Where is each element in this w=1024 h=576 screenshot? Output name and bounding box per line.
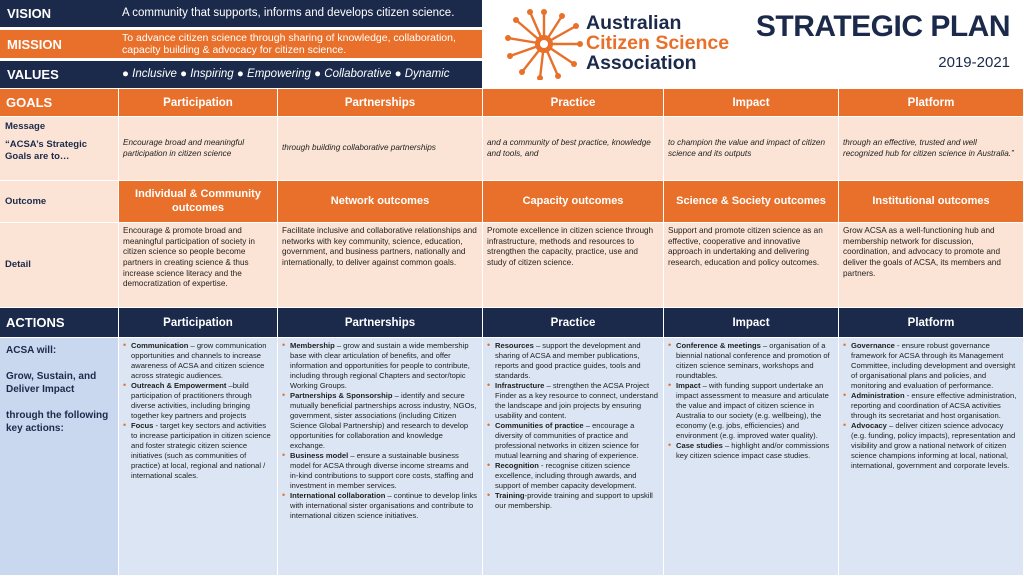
vision-label: VISION [7,6,52,21]
logo-line-2: Citizen Science [586,31,730,54]
mission-label: MISSION [7,36,62,52]
acsa-will-line3: through the following key actions: [6,409,109,434]
action-item: • Infrastructure – strengthen the ACSA Project Finder as a key resource to connect, understand the landscape and join projects by ensuring usability and content. [487,381,659,421]
message-partnerships: through building collaborative partnerships [278,117,483,181]
action-item: • Business model – ensure a sustainable business model for ACSA through diverse income streams and in-kind contributions to support core costs, staffing and investment in member services. [282,451,478,491]
logo-line-3: Association [586,51,697,74]
acsa-logo [504,6,744,82]
message-sub: “ACSA’s Strategic Goals are to… [5,138,88,162]
action-item: • Outreach & Empowerment –build participation of practitioners through diverse activities, including bringing together key partners and projects [123,381,273,421]
goals-header-row [0,89,1024,117]
acsa-will-side [0,338,119,576]
acsa-will-line1: ACSA will: [6,345,57,356]
goals-col-participation: Participation [119,89,278,117]
message-platform: through an effective, trusted and well recognized hub for citizen science in Australia.” [839,117,1024,181]
action-item: • International collaboration – continue to develop links with international sister organisations and contribute to international citizen science initiatives. [282,491,478,521]
mission-row [0,30,482,58]
action-item: • Focus - target key sectors and activities to increase participation in citizen science and foster strategic citizen science initiatives (such as communities of practice) at local, regional and national / international scales. [123,421,273,481]
action-item: • Membership – grow and sustain a wide membership base with clear articulation of benefits, and offer information and opportunities for people to contribute, including through regional Chapters and sector/topic Working Groups. [282,341,478,391]
message-participation: Encourage broad and meaningful participation in citizen science [119,117,278,181]
outcome-row [0,181,1024,223]
message-practice: and a community of best practice, knowledge and tools, and [483,117,664,181]
plan-title [756,10,1010,71]
action-item: • Governance - ensure robust governance framework for ACSA through its Management Committee, including development and oversight of organisational plans and policies, and monitoring and evaluation of performance. [843,341,1019,391]
actions-col-impact: Impact [664,308,839,338]
plan-title-years: 2019-2021 [938,54,1010,71]
message-row [0,117,1024,181]
goals-label: GOALS [0,89,119,117]
action-item: • Resources – support the development and sharing of ACSA and member publications, reports and good practice guides, tools and standards. [487,341,659,381]
action-item: • Communities of practice – encourage a diversity of communities of practice and professional networks in citizen science for mutual learning and sharing of experience. [487,421,659,461]
detail-impact: Support and promote citizen science as an effective, cooperative and innovative approach in undertaking and delivering research, education and policy outcomes. [664,223,839,308]
actions-participation [119,338,278,576]
plan-title-main: STRATEGIC PLAN [755,10,1010,43]
starburst-logo-icon [504,8,584,80]
mission-text: To advance citizen science through sharing of knowledge, collaboration, capacity building & advocacy for citizen science. [122,31,456,56]
action-item: • Partnerships & Sponsorship – identify and secure mutually beneficial partnerships across industry, NGOs, government, sister associations (including Citizen Science Global Partnership) and research to develop opportunities for collaboration and knowledge exchange. [282,391,478,451]
vision-row [0,0,482,27]
outcome-platform: Institutional outcomes [839,181,1024,223]
detail-platform: Grow ACSA as a well-functioning hub and membership network for discussion, coordination, and advocacy to promote and deliver the goals of ACSA, its members and partners. [839,223,1024,308]
values-row [0,61,482,88]
outcome-participation: Individual & Community outcomes [119,181,278,223]
action-item: • Communication – grow communication opportunities and channels to increase awareness of ACSA and citizen science across strategic audiences. [123,341,273,381]
action-item: • Case studies – highlight and/or commissions key citizen science impact case studies. [668,441,834,461]
actions-platform [839,338,1024,576]
detail-partnerships: Facilitate inclusive and collaborative relationships and networks with key community, science, education, government, and business partners, nationally and internationally, to deliver against common goals. [278,223,483,308]
detail-row [0,223,1024,308]
message-side-label [0,117,119,181]
action-item: • Recognition - recognise citizen science excellence, including through awards, and support of member capacity development. [487,461,659,491]
action-item: • Impact – with funding support undertake an impact assessment to measure and articulate the value and impact of citizen science in Australia to our society (e.g. wellbeing), the economy (e.g. jobs, efficiencies) and environment (e.g. improved water quality). [668,381,834,441]
outcome-impact: Science & Society outcomes [664,181,839,223]
actions-col-partnerships: Partnerships [278,308,483,338]
detail-practice: Promote excellence in citizen science through infrastructure, methods and resources to strengthen the capacity, practice, use and study of citizen science. [483,223,664,308]
action-item: • Training-provide training and support to upskill our membership. [487,491,659,511]
outcome-practice: Capacity outcomes [483,181,664,223]
goals-col-partnerships: Partnerships [278,89,483,117]
vision-text: A community that supports, informs and develops citizen science. [122,6,455,19]
logo-wordmark [586,14,729,74]
action-item: • Administration - ensure effective administration, reporting and coordination of ACSA activities through its secretariat and host organisation. [843,391,1019,421]
logo-line-1: Australian [586,12,682,34]
actions-impact [664,338,839,576]
outcome-partnerships: Network outcomes [278,181,483,223]
message-label: Message [5,121,46,132]
goals-col-platform: Platform [839,89,1024,117]
actions-body-row [0,338,1024,576]
message-impact: to champion the value and impact of citizen science and its outputs [664,117,839,181]
acsa-will-line2: Grow, Sustain, and Deliver Impact [6,370,97,395]
goals-col-impact: Impact [664,89,839,117]
action-item: • Conference & meetings – organisation of a biennial national conference and promotion of citizen science seminars, workshops and roundtables. [668,341,834,381]
values-label: VALUES [7,67,59,82]
goals-col-practice: Practice [483,89,664,117]
actions-practice [483,338,664,576]
values-text: ● Inclusive ● Inspiring ● Empowering ● Collaborative ● Dynamic [122,67,450,80]
action-item: • Advocacy – deliver citizen science advocacy (e.g. funding, policy impacts), representation and visibility and grow a national network of citizen science champions informing at local, national, international, government and corporate levels. [843,421,1019,471]
detail-label: Detail [0,223,119,308]
actions-col-practice: Practice [483,308,664,338]
actions-header-row [0,308,1024,338]
actions-col-platform: Platform [839,308,1024,338]
actions-label: ACTIONS [0,308,119,338]
detail-participation: Encourage & promote broad and meaningful participation of society in citizen science so people become partners in creating science & thus increase science literacy and the democratization of expertise. [119,223,278,308]
actions-col-participation: Participation [119,308,278,338]
actions-partnerships [278,338,483,576]
outcome-label: Outcome [0,181,119,223]
